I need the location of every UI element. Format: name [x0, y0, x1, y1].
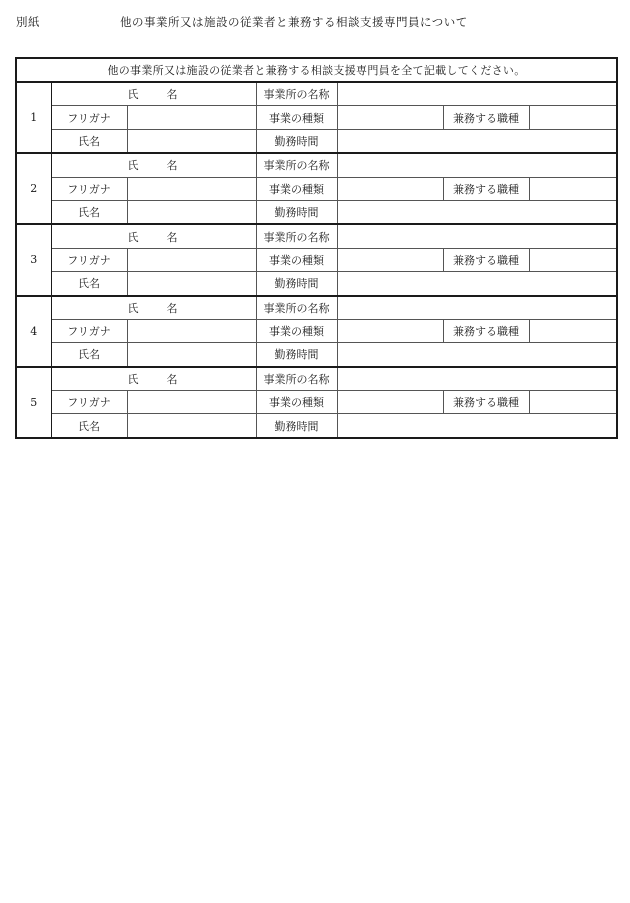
name-label: 氏名 [51, 343, 127, 367]
concurrent-job-label: 兼務する職種 [443, 106, 529, 129]
entry-number: 4 [16, 296, 51, 367]
work-hours-label: 勤務時間 [256, 272, 337, 296]
name-field[interactable] [127, 272, 256, 296]
concurrent-job-label: 兼務する職種 [443, 391, 529, 414]
office-name-label: 事業所の名称 [256, 224, 337, 248]
concurrent-job-field[interactable] [529, 106, 617, 129]
entry-row-name [16, 200, 617, 224]
furigana-field[interactable] [127, 106, 256, 129]
concurrent-job-label: 兼務する職種 [443, 248, 529, 271]
name-label: 氏名 [51, 414, 127, 438]
entry-row-furigana [16, 391, 617, 414]
entry-row-furigana [16, 248, 617, 271]
office-name-label: 事業所の名称 [256, 153, 337, 177]
furigana-label: フリガナ [51, 106, 127, 129]
furigana-field[interactable] [127, 248, 256, 271]
entry-row-name [16, 414, 617, 438]
entry-row-name-header [16, 224, 617, 248]
office-name-field[interactable] [337, 82, 617, 106]
business-type-label: 事業の種類 [256, 248, 337, 271]
business-type-label: 事業の種類 [256, 319, 337, 342]
concurrent-job-field[interactable] [529, 177, 617, 200]
office-name-label: 事業所の名称 [256, 367, 337, 391]
table-header: 他の事業所又は施設の従業者と兼務する相談支援専門員を全て記載してください。 [16, 58, 617, 82]
work-hours-field[interactable] [337, 414, 617, 438]
furigana-label: フリガナ [51, 177, 127, 200]
concurrent-job-field[interactable] [529, 319, 617, 342]
entry-row-name-header [16, 153, 617, 177]
entry-row-name [16, 272, 617, 296]
entry-number: 1 [16, 82, 51, 153]
work-hours-label: 勤務時間 [256, 200, 337, 224]
entry-row-furigana [16, 106, 617, 129]
work-hours-field[interactable] [337, 129, 617, 153]
office-name-label: 事業所の名称 [256, 82, 337, 106]
name-label: 氏名 [51, 272, 127, 296]
entry-number: 5 [16, 367, 51, 438]
entry-row-name [16, 129, 617, 153]
name-label: 氏名 [51, 200, 127, 224]
furigana-field[interactable] [127, 319, 256, 342]
entry-row-name-header [16, 82, 617, 106]
office-name-label: 事業所の名称 [256, 296, 337, 320]
concurrent-job-label: 兼務する職種 [443, 319, 529, 342]
business-type-field[interactable] [337, 319, 443, 342]
entry-row-name-header [16, 367, 617, 391]
work-hours-field[interactable] [337, 343, 617, 367]
name-field[interactable] [127, 129, 256, 153]
name-header-label: 氏 名 [51, 153, 256, 177]
name-header-label: 氏 名 [51, 224, 256, 248]
annex-label: 別紙 [16, 15, 40, 29]
entry-number: 3 [16, 224, 51, 295]
furigana-label: フリガナ [51, 248, 127, 271]
name-field[interactable] [127, 414, 256, 438]
concurrent-job-field[interactable] [529, 391, 617, 414]
entry-row-name [16, 343, 617, 367]
name-header-label: 氏 名 [51, 296, 256, 320]
office-name-field[interactable] [337, 224, 617, 248]
office-name-field[interactable] [337, 367, 617, 391]
work-hours-field[interactable] [337, 200, 617, 224]
furigana-label: フリガナ [51, 391, 127, 414]
business-type-field[interactable] [337, 177, 443, 200]
entry-row-furigana [16, 319, 617, 342]
business-type-field[interactable] [337, 391, 443, 414]
staff-form-table [15, 57, 618, 439]
work-hours-field[interactable] [337, 272, 617, 296]
name-field[interactable] [127, 343, 256, 367]
office-name-field[interactable] [337, 296, 617, 320]
business-type-field[interactable] [337, 248, 443, 271]
document-title: 他の事業所又は施設の従業者と兼務する相談支援専門員について [120, 15, 468, 29]
work-hours-label: 勤務時間 [256, 129, 337, 153]
name-label: 氏名 [51, 129, 127, 153]
furigana-field[interactable] [127, 391, 256, 414]
concurrent-job-field[interactable] [529, 248, 617, 271]
name-header-label: 氏 名 [51, 82, 256, 106]
concurrent-job-label: 兼務する職種 [443, 177, 529, 200]
business-type-label: 事業の種類 [256, 391, 337, 414]
business-type-label: 事業の種類 [256, 106, 337, 129]
entry-row-name-header [16, 296, 617, 320]
name-field[interactable] [127, 200, 256, 224]
work-hours-label: 勤務時間 [256, 414, 337, 438]
entry-number: 2 [16, 153, 51, 224]
entry-row-furigana [16, 177, 617, 200]
furigana-label: フリガナ [51, 319, 127, 342]
office-name-field[interactable] [337, 153, 617, 177]
business-type-label: 事業の種類 [256, 177, 337, 200]
name-header-label: 氏 名 [51, 367, 256, 391]
work-hours-label: 勤務時間 [256, 343, 337, 367]
business-type-field[interactable] [337, 106, 443, 129]
furigana-field[interactable] [127, 177, 256, 200]
